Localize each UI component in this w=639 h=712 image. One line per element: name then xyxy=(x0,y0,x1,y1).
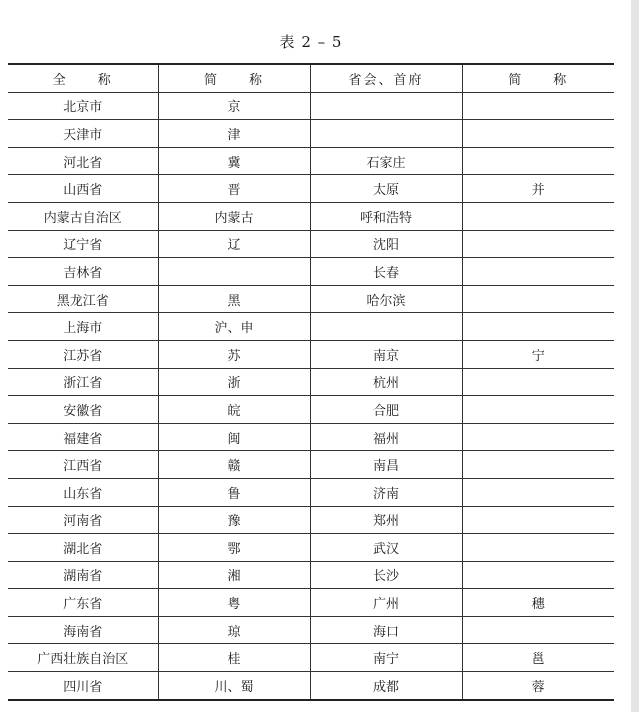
cell-full-name: 福建省 xyxy=(8,423,158,451)
table-body xyxy=(8,92,614,700)
cell-abbreviation: 津 xyxy=(158,120,310,148)
cell-capital: 海口 xyxy=(310,616,462,644)
table-row xyxy=(8,561,614,589)
cell-abbreviation: 赣 xyxy=(158,451,310,479)
cell-abbreviation: 京 xyxy=(158,92,310,120)
cell-abbreviation: 沪、申 xyxy=(158,313,310,341)
cell-abbreviation: 豫 xyxy=(158,506,310,534)
cell-capital-abbreviation: 并 xyxy=(462,175,614,203)
cell-full-name: 广西壮族自治区 xyxy=(8,644,158,672)
cell-capital-abbreviation xyxy=(462,506,614,534)
cell-capital: 呼和浩特 xyxy=(310,202,462,230)
cell-capital: 郑州 xyxy=(310,506,462,534)
cell-capital: 哈尔滨 xyxy=(310,285,462,313)
table-row xyxy=(8,616,614,644)
cell-capital-abbreviation xyxy=(462,396,614,424)
cell-capital-abbreviation xyxy=(462,534,614,562)
cell-abbreviation: 鄂 xyxy=(158,534,310,562)
cell-full-name: 上海市 xyxy=(8,313,158,341)
cell-capital-abbreviation: 穗 xyxy=(462,589,614,617)
cell-capital xyxy=(310,313,462,341)
table-row xyxy=(8,92,614,120)
header-capital-abbreviation: 简 称 xyxy=(462,64,614,92)
cell-capital-abbreviation xyxy=(462,423,614,451)
header-full-name: 全 称 xyxy=(8,64,158,92)
table-row xyxy=(8,258,614,286)
table-row xyxy=(8,340,614,368)
table-row xyxy=(8,396,614,424)
cell-full-name: 湖南省 xyxy=(8,561,158,589)
cell-capital: 南京 xyxy=(310,340,462,368)
cell-full-name: 浙江省 xyxy=(8,368,158,396)
cell-full-name: 黑龙江省 xyxy=(8,285,158,313)
page-edge-strip xyxy=(631,0,639,712)
cell-capital-abbreviation: 蓉 xyxy=(462,672,614,700)
cell-abbreviation: 皖 xyxy=(158,396,310,424)
cell-capital-abbreviation xyxy=(462,478,614,506)
cell-full-name: 江苏省 xyxy=(8,340,158,368)
cell-abbreviation: 鲁 xyxy=(158,478,310,506)
header-abbreviation: 简 称 xyxy=(158,64,310,92)
cell-capital-abbreviation: 宁 xyxy=(462,340,614,368)
table-row xyxy=(8,478,614,506)
cell-capital-abbreviation xyxy=(462,561,614,589)
header-capital: 省会、首府 xyxy=(310,64,462,92)
cell-abbreviation: 琼 xyxy=(158,616,310,644)
table-row xyxy=(8,368,614,396)
cell-capital-abbreviation xyxy=(462,120,614,148)
cell-capital: 杭州 xyxy=(310,368,462,396)
table-row xyxy=(8,644,614,672)
cell-full-name: 四川省 xyxy=(8,672,158,700)
cell-abbreviation: 闽 xyxy=(158,423,310,451)
cell-abbreviation: 粤 xyxy=(158,589,310,617)
cell-capital: 武汉 xyxy=(310,534,462,562)
cell-capital-abbreviation xyxy=(462,147,614,175)
province-abbreviation-table xyxy=(8,63,614,701)
cell-full-name: 海南省 xyxy=(8,616,158,644)
cell-abbreviation: 湘 xyxy=(158,561,310,589)
cell-full-name: 山西省 xyxy=(8,175,158,203)
table-row xyxy=(8,506,614,534)
cell-abbreviation: 苏 xyxy=(158,340,310,368)
table-row xyxy=(8,230,614,258)
table-caption: 表 2 – 5 xyxy=(279,33,343,51)
table-row xyxy=(8,120,614,148)
cell-abbreviation: 浙 xyxy=(158,368,310,396)
cell-capital-abbreviation: 邕 xyxy=(462,644,614,672)
cell-abbreviation: 晋 xyxy=(158,175,310,203)
cell-full-name: 广东省 xyxy=(8,589,158,617)
cell-full-name: 湖北省 xyxy=(8,534,158,562)
cell-capital-abbreviation xyxy=(462,202,614,230)
cell-abbreviation: 辽 xyxy=(158,230,310,258)
cell-capital: 南昌 xyxy=(310,451,462,479)
cell-capital-abbreviation xyxy=(462,258,614,286)
cell-capital: 济南 xyxy=(310,478,462,506)
cell-capital: 福州 xyxy=(310,423,462,451)
cell-abbreviation: 桂 xyxy=(158,644,310,672)
cell-full-name: 江西省 xyxy=(8,451,158,479)
cell-capital xyxy=(310,92,462,120)
cell-capital: 广州 xyxy=(310,589,462,617)
cell-capital: 石家庄 xyxy=(310,147,462,175)
cell-capital: 合肥 xyxy=(310,396,462,424)
cell-abbreviation: 冀 xyxy=(158,147,310,175)
cell-abbreviation xyxy=(158,258,310,286)
table-row xyxy=(8,534,614,562)
cell-abbreviation: 黑 xyxy=(158,285,310,313)
cell-capital-abbreviation xyxy=(462,368,614,396)
cell-full-name: 河北省 xyxy=(8,147,158,175)
table-row xyxy=(8,313,614,341)
table-row xyxy=(8,147,614,175)
cell-capital: 长春 xyxy=(310,258,462,286)
cell-capital-abbreviation xyxy=(462,285,614,313)
table-row xyxy=(8,175,614,203)
cell-capital-abbreviation xyxy=(462,616,614,644)
cell-capital: 成都 xyxy=(310,672,462,700)
table-row xyxy=(8,589,614,617)
cell-full-name: 辽宁省 xyxy=(8,230,158,258)
cell-capital-abbreviation xyxy=(462,92,614,120)
cell-capital-abbreviation xyxy=(462,230,614,258)
cell-capital: 太原 xyxy=(310,175,462,203)
cell-full-name: 天津市 xyxy=(8,120,158,148)
cell-capital: 沈阳 xyxy=(310,230,462,258)
cell-full-name: 山东省 xyxy=(8,478,158,506)
cell-capital xyxy=(310,120,462,148)
cell-full-name: 北京市 xyxy=(8,92,158,120)
table-row xyxy=(8,672,614,700)
table-row xyxy=(8,423,614,451)
cell-abbreviation: 川、蜀 xyxy=(158,672,310,700)
cell-capital-abbreviation xyxy=(462,313,614,341)
cell-abbreviation: 内蒙古 xyxy=(158,202,310,230)
table-row xyxy=(8,451,614,479)
cell-capital: 长沙 xyxy=(310,561,462,589)
cell-capital-abbreviation xyxy=(462,451,614,479)
cell-full-name: 内蒙古自治区 xyxy=(8,202,158,230)
cell-full-name: 吉林省 xyxy=(8,258,158,286)
cell-capital: 南宁 xyxy=(310,644,462,672)
table-row xyxy=(8,285,614,313)
table-header-row xyxy=(8,64,614,92)
cell-full-name: 河南省 xyxy=(8,506,158,534)
table-row xyxy=(8,202,614,230)
cell-full-name: 安徽省 xyxy=(8,396,158,424)
